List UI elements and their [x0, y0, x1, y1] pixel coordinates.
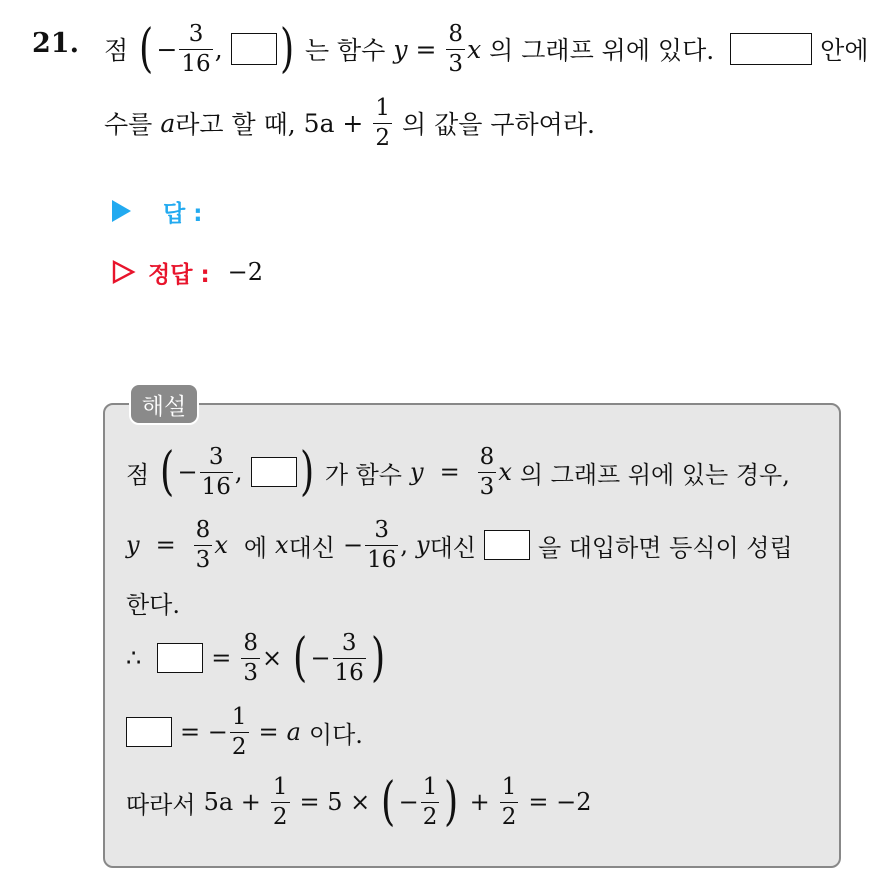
var-y: y: [126, 531, 140, 559]
question-number: 21.: [32, 28, 79, 59]
left-paren: (: [160, 442, 175, 502]
var-y: y: [393, 34, 408, 64]
equals: =: [211, 644, 232, 672]
therefore-symbol: ∴: [126, 644, 142, 672]
fraction-x-coordinate: [200, 443, 233, 500]
denominator: 16: [181, 50, 211, 77]
outline-arrow-icon: [112, 260, 136, 284]
expression: 5a +: [303, 108, 364, 138]
answer-blank-box: [126, 717, 172, 747]
solution-line-4: [126, 624, 388, 692]
numerator: 1: [375, 94, 391, 121]
numerator: 1: [501, 773, 517, 800]
solution-text: 대신: [288, 533, 335, 562]
plus-sign: +: [469, 788, 490, 816]
equals: =: [258, 718, 279, 746]
denominator: 16: [367, 546, 397, 573]
fraction-x-coordinate: [365, 516, 398, 573]
solution-text: 에: [243, 533, 268, 562]
solution-text: 의 그래프 위에 있는 경우,: [519, 460, 790, 489]
problem-text: 안에: [820, 36, 869, 65]
var-y: y: [416, 531, 430, 559]
left-paren: (: [381, 772, 396, 832]
numerator: 3: [208, 443, 224, 470]
numerator: 3: [188, 20, 204, 47]
denominator: 16: [201, 473, 231, 500]
numerator: 1: [422, 773, 438, 800]
comma: ,: [214, 34, 223, 64]
comma: ,: [400, 531, 408, 559]
equals: =: [439, 458, 460, 486]
problem-text: 는 함수: [304, 36, 386, 65]
var-a: a: [286, 718, 301, 746]
numerator: 1: [231, 703, 247, 730]
solution-line-5: [126, 700, 363, 764]
right-paren: ): [279, 19, 294, 79]
solution-text: 점: [126, 460, 150, 489]
fraction-half: [373, 94, 392, 151]
left-paren: (: [293, 628, 308, 688]
denominator: 3: [479, 473, 495, 500]
correct-answer-label: 정답 :: [148, 261, 210, 288]
result: = −2: [528, 788, 592, 816]
numerator: 8: [479, 443, 495, 470]
var-y: y: [410, 458, 424, 486]
solution-line-3: [126, 585, 180, 619]
denominator: 3: [243, 659, 259, 686]
problem-line-1: [104, 14, 868, 84]
denominator: 2: [422, 803, 438, 830]
var-x: x: [275, 531, 289, 559]
right-paren: ): [444, 772, 459, 832]
solution-line-2: [126, 512, 793, 578]
solution-line-6: [126, 768, 592, 836]
fraction-half: [230, 703, 249, 760]
numerator: 1: [272, 773, 288, 800]
solution-text: 이다.: [308, 720, 363, 749]
answer-row: [112, 196, 202, 226]
solution-text: 가 함수: [324, 460, 402, 489]
right-paren: ): [370, 628, 386, 688]
answer-blank-box-wide: [730, 33, 812, 65]
numerator: 3: [341, 629, 357, 656]
denominator: 3: [448, 50, 464, 77]
denominator: 2: [272, 803, 288, 830]
fraction-half: [421, 773, 440, 830]
comma: ,: [234, 458, 243, 486]
equals: =: [415, 34, 437, 64]
solution-tab: [129, 383, 199, 425]
problem-text: 점: [104, 36, 129, 65]
times-sign: ×: [262, 644, 283, 672]
problem-text: 라고 할 때,: [175, 110, 296, 139]
fraction-slope: [446, 20, 465, 77]
equals-times: = 5 ×: [299, 788, 371, 816]
denominator: 2: [501, 803, 517, 830]
denominator: 2: [375, 124, 391, 151]
problem-text: 의 값을 구하여라.: [402, 110, 595, 139]
answer-label: 답 :: [163, 200, 203, 227]
numerator: 3: [374, 516, 390, 543]
fraction-half: [271, 773, 290, 830]
solution-text: 한다.: [126, 590, 180, 619]
minus-sign: −: [310, 644, 331, 672]
var-a: a: [160, 108, 176, 138]
answer-blank-box: [251, 457, 297, 487]
minus-sign: −: [398, 788, 419, 816]
fraction-slope: [478, 443, 497, 500]
minus-sign: −: [342, 531, 364, 559]
minus-sign: −: [156, 34, 178, 64]
denominator: 2: [231, 733, 247, 760]
fraction-x-coordinate: [179, 20, 212, 77]
fraction-slope: [194, 516, 213, 573]
equals: =: [155, 531, 176, 559]
problem-text: 수를: [104, 110, 153, 139]
right-paren: ): [299, 442, 314, 502]
denominator: 3: [195, 546, 211, 573]
solution-tab-label: 해설: [141, 393, 187, 420]
fraction-x-coordinate: [333, 629, 366, 686]
var-x: x: [467, 34, 482, 64]
play-arrow-icon: [112, 200, 131, 222]
fraction-half: [500, 773, 519, 830]
answer-blank-box: [231, 33, 277, 65]
expression: 5a +: [203, 788, 261, 816]
correct-answer-row: [112, 256, 263, 288]
numerator: 8: [195, 516, 211, 543]
problem-line-2: [104, 90, 595, 156]
equals-minus: = −: [180, 718, 228, 746]
denominator: 16: [334, 659, 364, 686]
solution-line-1: [126, 437, 790, 507]
numerator: 8: [448, 20, 464, 47]
solution-text: 따라서: [126, 790, 196, 819]
answer-blank-box: [484, 530, 530, 560]
correct-answer-value: −2: [227, 258, 264, 286]
var-x: x: [498, 458, 512, 486]
answer-blank-box: [157, 643, 203, 673]
solution-text: 대신: [429, 533, 476, 562]
solution-text: 을 대입하면 등식이 성립: [537, 533, 793, 562]
problem-text: 의 그래프 위에 있다.: [489, 36, 715, 65]
numerator: 8: [243, 629, 259, 656]
fraction-slope: [241, 629, 260, 686]
minus-sign: −: [177, 458, 198, 486]
left-paren: (: [139, 19, 154, 79]
var-x: x: [214, 531, 228, 559]
